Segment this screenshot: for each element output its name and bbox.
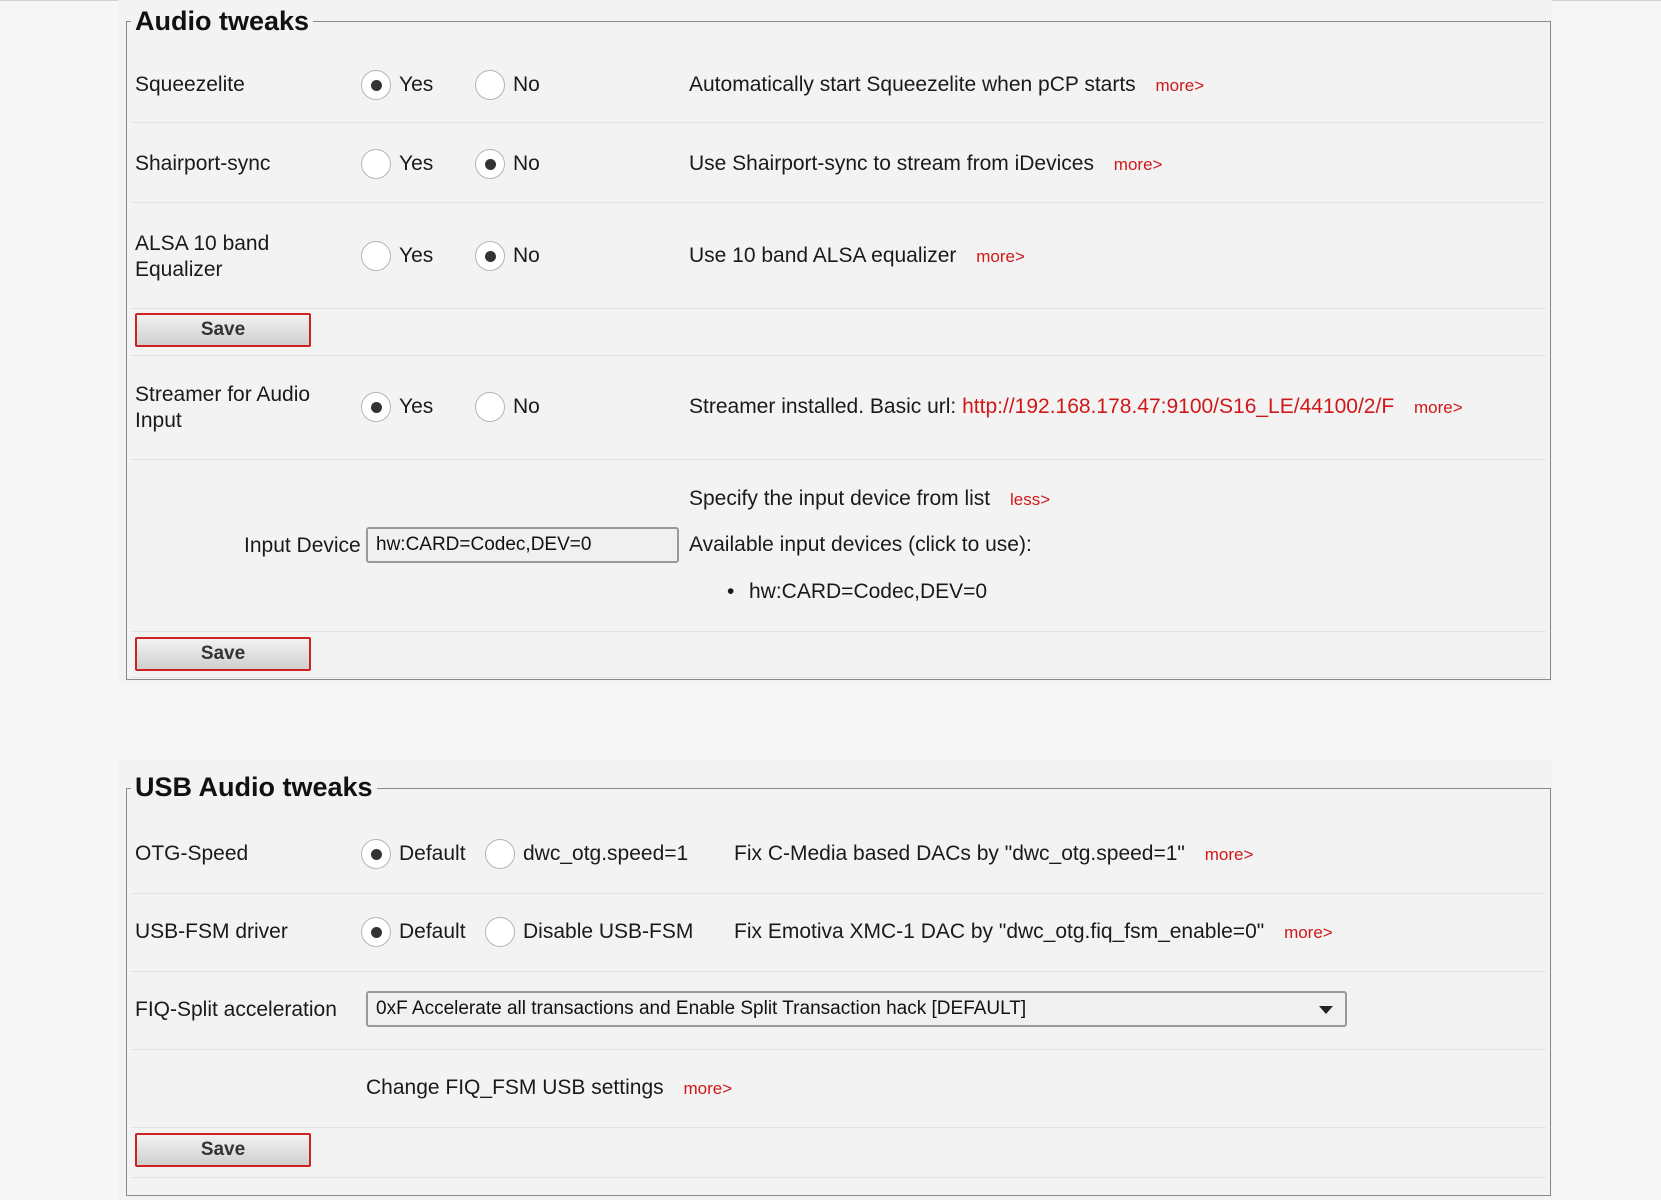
streamer-no-radio[interactable] — [475, 392, 505, 422]
streamer-description — [689, 395, 1463, 419]
streamer-label: Streamer for Audio Input — [135, 383, 311, 432]
change-fiq-hint — [366, 1076, 732, 1100]
fsm-disable-label: Disable USB-FSM — [523, 920, 694, 943]
otg-speed1-option[interactable] — [485, 839, 688, 869]
change-fiq-row — [131, 1051, 1546, 1128]
otg-speed1-radio[interactable] — [485, 839, 515, 869]
alsa-more-link[interactable]: more> — [976, 247, 1025, 266]
streamer-save-button[interactable]: Save — [135, 637, 311, 671]
available-devices-label: Available input devices (click to use): — [689, 533, 1032, 556]
shairport-description — [689, 152, 1162, 176]
otg-default-radio[interactable] — [361, 839, 391, 869]
shairport-no-option[interactable] — [475, 149, 540, 179]
shairport-yes-radio[interactable] — [361, 149, 391, 179]
shairport-no-label: No — [513, 152, 540, 175]
input-device-less-link[interactable]: less> — [1009, 490, 1051, 509]
fsm-desc-text: Fix Emotiva XMC-1 DAC by "dwc_otg.fiq_fsm_enable=0" — [734, 920, 1265, 943]
streamer-yes-radio[interactable] — [361, 392, 391, 422]
otg-speed-description — [734, 842, 1253, 866]
otg-speed1-label: dwc_otg.speed=1 — [523, 842, 689, 865]
input-device-label: Input Device — [244, 534, 361, 557]
alsa-yes-label: Yes — [399, 244, 434, 267]
squeezelite-desc-text: Automatically start Squeezelite when pCP starts — [689, 73, 1136, 96]
shairport-label: Shairport-sync — [135, 152, 271, 175]
squeezelite-row — [131, 50, 1546, 123]
fsm-disable-option[interactable] — [485, 917, 693, 947]
otg-speed-label: OTG-Speed — [135, 842, 249, 865]
streamer-desc-text: Streamer installed. Basic url: — [689, 395, 957, 418]
streamer-row — [131, 357, 1546, 460]
otg-default-option[interactable] — [361, 839, 466, 869]
audio-tweaks-title: Audio tweaks — [131, 6, 313, 36]
input-device-row — [131, 461, 1546, 632]
streamer-no-label: No — [513, 395, 540, 418]
usb-fsm-label: USB-FSM driver — [135, 920, 288, 943]
usb-audio-tweaks-title: USB Audio tweaks — [131, 772, 377, 802]
alsa-no-radio[interactable] — [475, 241, 505, 271]
alsa-desc-text: Use 10 band ALSA equalizer — [689, 244, 957, 267]
streamer-save-row — [131, 633, 1546, 678]
chevron-down-icon — [1319, 1006, 1333, 1014]
alsa-yes-option[interactable] — [361, 241, 433, 271]
audio-save-button[interactable]: Save — [135, 313, 311, 347]
squeezelite-no-option[interactable] — [475, 70, 540, 100]
fsm-disable-radio[interactable] — [485, 917, 515, 947]
usb-fsm-row — [131, 895, 1546, 972]
available-device-item[interactable]: • hw:CARD=Codec,DEV=0 — [749, 580, 987, 604]
squeezelite-yes-radio[interactable] — [361, 70, 391, 100]
fiq-split-selected-value: 0xF Accelerate all transactions and Enable Split Transaction hack [DEFAULT] — [376, 998, 1027, 1019]
shairport-no-radio[interactable] — [475, 149, 505, 179]
streamer-more-link[interactable]: more> — [1414, 398, 1463, 417]
input-device-hint — [689, 487, 1050, 511]
usb-save-row — [131, 1129, 1546, 1178]
usb-save-button[interactable]: Save — [135, 1133, 311, 1167]
alsa-equalizer-row — [131, 204, 1546, 309]
shairport-desc-text: Use Shairport-sync to stream from iDevices — [689, 152, 1094, 175]
otg-more-link[interactable]: more> — [1204, 845, 1254, 864]
otg-default-label: Default — [399, 842, 466, 865]
shairport-yes-label: Yes — [399, 152, 434, 175]
change-fiq-hint-text: Change FIQ_FSM USB settings — [366, 1076, 664, 1099]
squeezelite-yes-label: Yes — [399, 73, 434, 96]
shairport-row — [131, 126, 1546, 203]
streamer-no-option[interactable] — [475, 392, 540, 422]
alsa-equalizer-label: ALSA 10 band Equalizer — [135, 232, 270, 281]
input-device-field[interactable]: hw:CARD=Codec,DEV=0 — [366, 527, 679, 563]
fiq-split-label: FIQ-Split acceleration — [135, 998, 337, 1021]
fsm-default-radio[interactable] — [361, 917, 391, 947]
alsa-equalizer-description — [689, 244, 1025, 268]
squeezelite-label: Squeezelite — [135, 73, 245, 96]
squeezelite-yes-option[interactable] — [361, 70, 433, 100]
squeezelite-more-link[interactable]: more> — [1155, 76, 1205, 95]
squeezelite-description — [689, 73, 1204, 97]
input-device-hint-text: Specify the input device from list — [689, 487, 991, 510]
streamer-yes-option[interactable] — [361, 392, 433, 422]
usb-fsm-description — [734, 920, 1333, 944]
shairport-more-link[interactable]: more> — [1113, 155, 1163, 174]
squeezelite-no-label: No — [513, 73, 540, 96]
alsa-no-option[interactable] — [475, 241, 540, 271]
fiq-split-select[interactable] — [366, 991, 1347, 1027]
alsa-no-label: No — [513, 244, 540, 267]
otg-speed-row — [131, 817, 1546, 894]
fsm-default-label: Default — [399, 920, 466, 943]
streamer-url-link[interactable]: http://192.168.178.47:9100/S16_LE/44100/2/F — [962, 395, 1395, 418]
audio-save-row — [131, 310, 1546, 356]
shairport-yes-option[interactable] — [361, 149, 433, 179]
fiq-split-row — [131, 973, 1546, 1050]
alsa-yes-radio[interactable] — [361, 241, 391, 271]
fsm-more-link[interactable]: more> — [1284, 923, 1333, 942]
fsm-default-option[interactable] — [361, 917, 466, 947]
squeezelite-no-radio[interactable] — [475, 70, 505, 100]
otg-desc-text: Fix C-Media based DACs by "dwc_otg.speed=1" — [734, 842, 1185, 865]
streamer-yes-label: Yes — [399, 395, 434, 418]
change-fiq-more-link[interactable]: more> — [683, 1079, 733, 1098]
